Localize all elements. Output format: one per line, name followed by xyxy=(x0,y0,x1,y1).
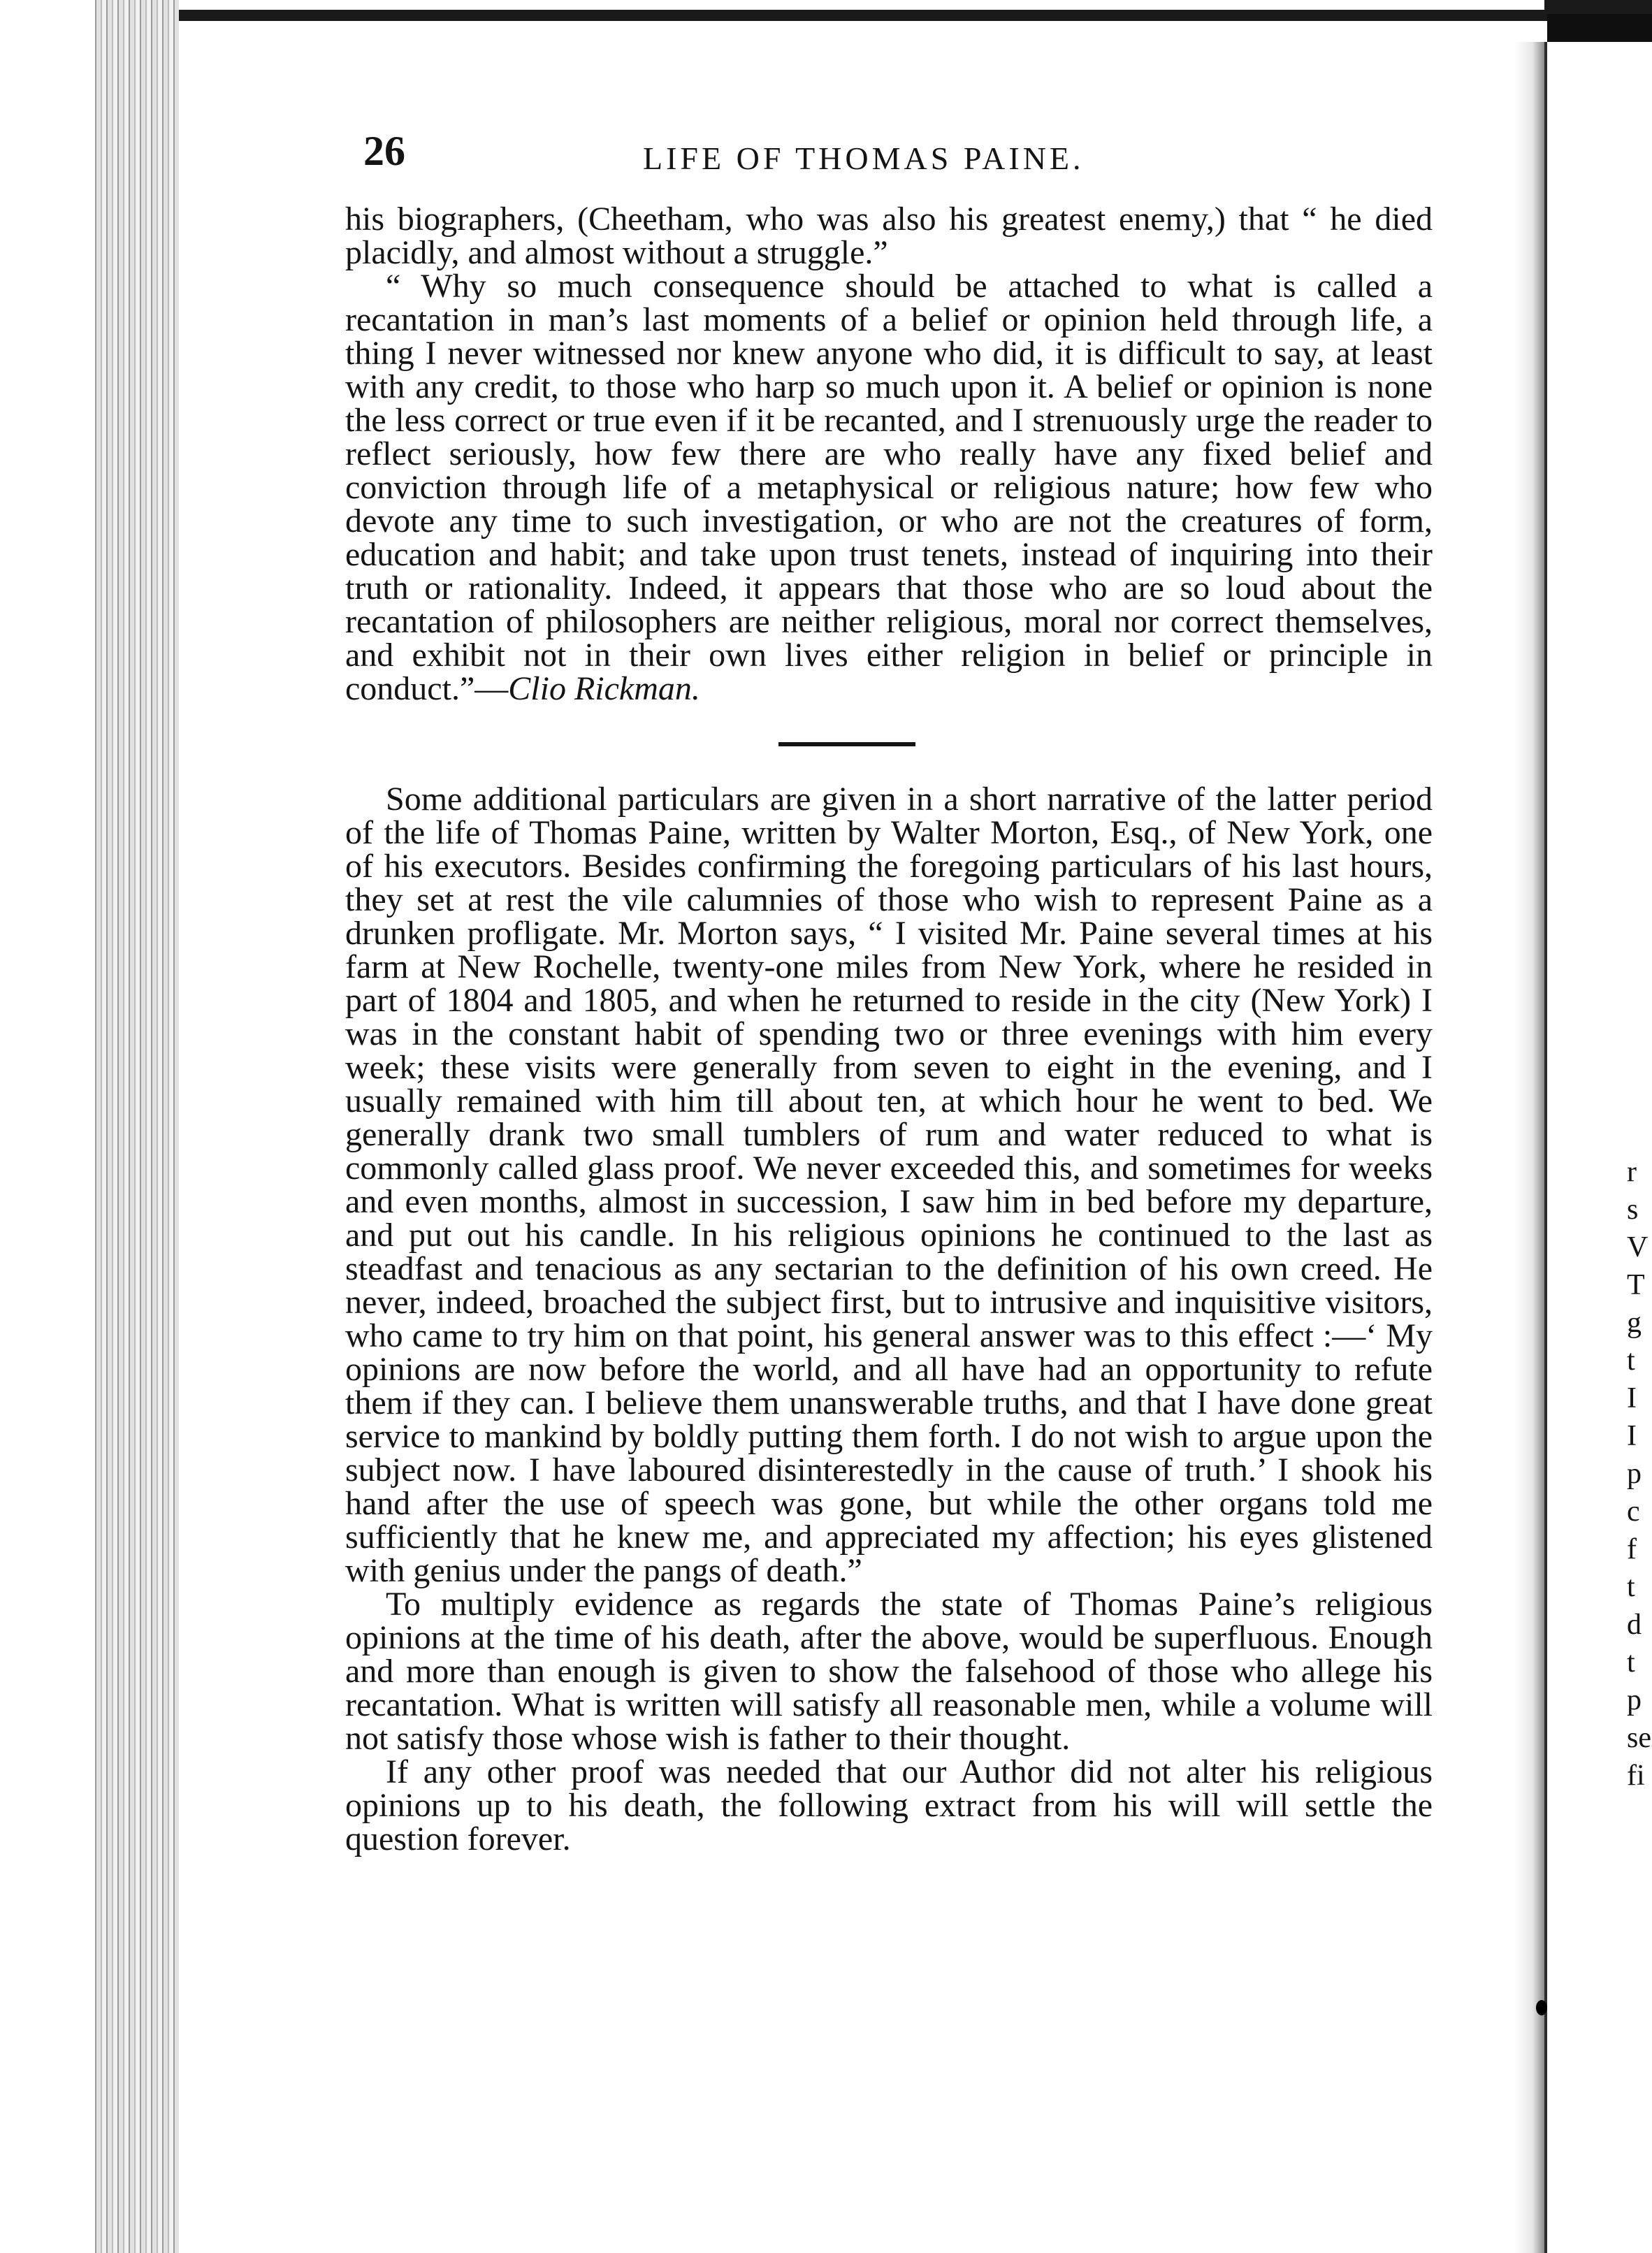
book-gutter-shadow xyxy=(1515,42,1544,2253)
adjacent-fragment: V xyxy=(1627,1231,1649,1263)
adjacent-fragment: I xyxy=(1627,1420,1637,1452)
running-head: LIFE OF THOMAS PAINE. xyxy=(643,140,1085,176)
adjacent-fragment: g xyxy=(1627,1307,1642,1339)
paragraph-continuation: his biographers, (Cheetham, who was also his greatest enemy,) that “ he died placidly, and almost without a struggle.” xyxy=(345,201,1433,271)
adjacent-fragment: f xyxy=(1627,1533,1637,1565)
adjacent-fragment: I xyxy=(1627,1382,1637,1414)
adjacent-fragment: p xyxy=(1627,1684,1642,1716)
adjacent-fragment: p xyxy=(1627,1458,1642,1490)
evidence-paragraph: To multiply evidence as regards the state of Thomas Paine’s religious opinions at the time of his death, after the above, would be superfluous. Enough and more than enough is given to show the falsehood of those who allege his recantation. What is written will satisfy all reasonable men, while a volume will not satisfy those whose wish is father to their thought. xyxy=(345,1586,1433,1757)
adjacent-fragment: t xyxy=(1627,1571,1635,1603)
quote-text: “ Why so much consequence should be attached to what is called a recantation in man’s last moments of a belief or opinion held through life, a thing I never witnessed nor knew anyone who did, it is difficult to say, at least with any credit, to those who harp so much upon it. A belief or opinion is none the less correct or true even if it be recanted, and I strenuously urge the reader to reflect seriously, how few there are who really have any fixed belief and conviction through life of a metaphysical or religious nature; how few who devote any time to such investigation, or who are not the creatures of form, education and habit; and take upon trust tenets, instead of inquiring into their truth or rationality. Indeed, it appears that those who are so loud about the recantation of philosophers are neither religious, moral nor correct themselves, and exhibit not in their own lives either religion in belief or principle in conduct.”— xyxy=(345,268,1433,707)
adjacent-fragment: r xyxy=(1627,1156,1637,1188)
morton-narrative-paragraph: Some additional particulars are given in a short narrative of the latter period of the life of Thomas Paine, written by Walter Morton, Esq., of New York, one of his executors. Besides confirming the foregoing particulars of his last hours, they set at rest the vile calumnies of those who wish to represent Paine as a drunken profligate. Mr. Morton says, “ I visited Mr. Paine several times at his farm at New Rochelle, twenty-one miles from New York, where he resided in part of 1804 and 1805, and when he returned to reside in the city (New York) I was in the constant habit of spending two or three evenings with him every week; these visits were generally from seven to eight in the evening, and I usually remained with him till about ten, at which hour he went to bed. We generally drank two small tumblers of rum and water reduced to what is commonly called glass proof. We never exceeded this, and sometimes for weeks and even months, almost in succession, I saw him in bed before my departure, and put out his candle. In his religious opinions he continued to the last as steadfast and tenacious as any sectarian to the definition of his own creed. He never, indeed, broached the subject first, but to intrusive and inquisitive visitors, who came to try him on that point, his general answer was to this effect :—‘ My opinions are now before the world, and all have had an opportunity to refute them if they can. I believe them unanswerable truths, and that I have done great service to mankind by boldly putting them forth. I do not wish to argue upon the subject now. I have laboured disinterestedly in the cause of truth.’ I shook his hand after the use of speech was gone, but while the other organs told me sufficiently that he knew me, and appreciated my affection; his eyes glistened with genius under the pangs of death.” xyxy=(345,781,1433,1589)
rickman-quote xyxy=(345,270,1433,706)
adjacent-fragment: T xyxy=(1627,1269,1645,1301)
book-page-edges xyxy=(95,0,179,2253)
adjacent-fragment: c xyxy=(1627,1495,1640,1528)
adjacent-fragment: t xyxy=(1627,1345,1635,1377)
ink-speck xyxy=(1536,2000,1547,2015)
quote-attribution: Clio Rickman. xyxy=(508,670,700,707)
scan-top-gap xyxy=(112,0,1544,10)
adjacent-fragment: d xyxy=(1627,1609,1642,1641)
adjacent-fragment: fi xyxy=(1627,1760,1645,1792)
adjacent-page-text xyxy=(1627,1153,1652,2131)
adjacent-fragment: se xyxy=(1627,1722,1651,1754)
adjacent-fragment: t xyxy=(1627,1646,1635,1679)
page-number: 26 xyxy=(363,128,405,174)
adjacent-fragment: s xyxy=(1627,1194,1639,1226)
will-paragraph: If any other proof was needed that our Author did not alter his religious opinions up to his death, the following extract from his will will settle the question forever. xyxy=(345,1753,1433,1857)
section-rule xyxy=(778,742,915,746)
page-body xyxy=(345,203,1433,1856)
